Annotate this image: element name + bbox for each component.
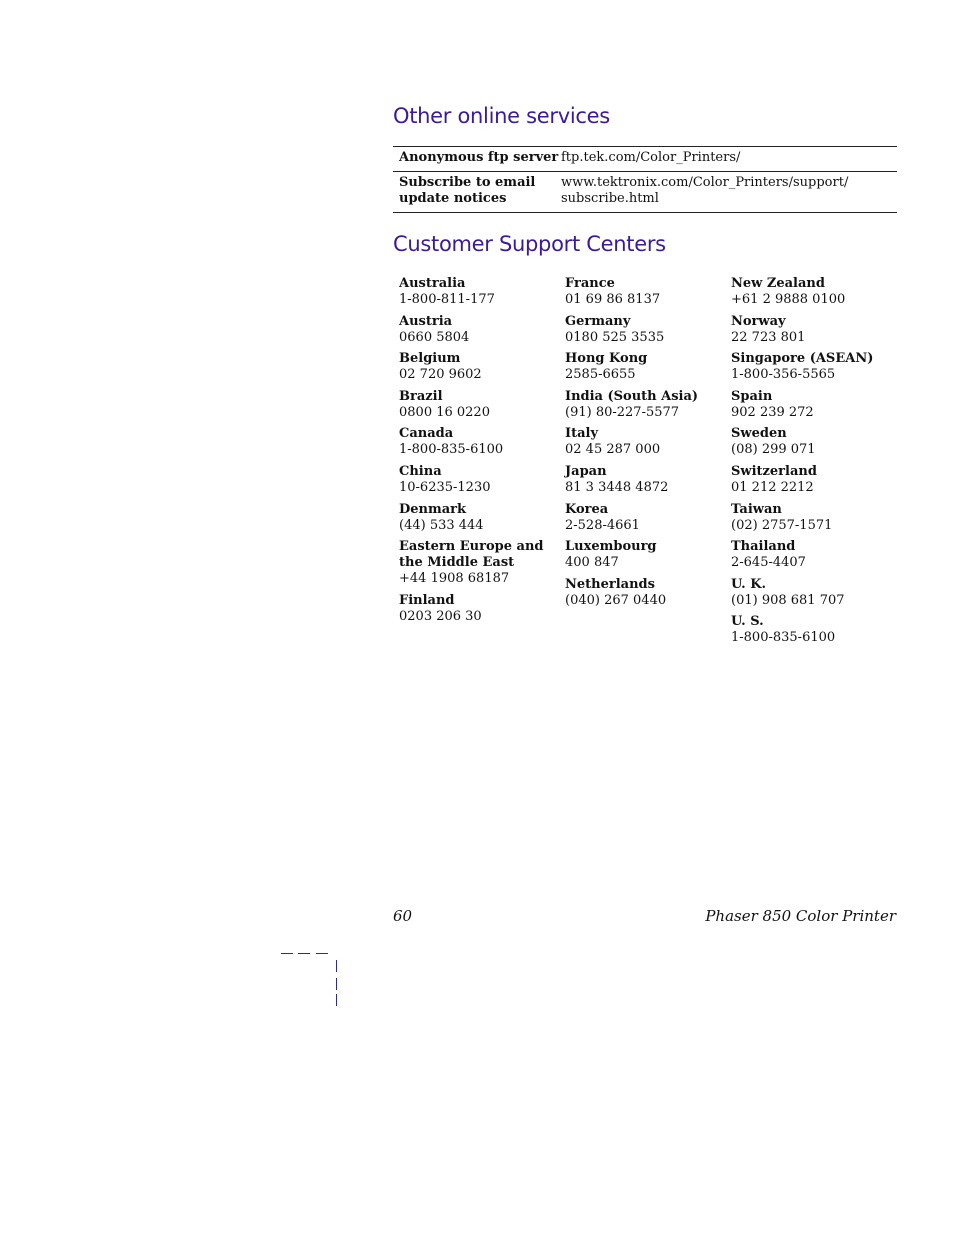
table-row — [393, 171, 897, 212]
country-name: Singapore (ASEAN) — [731, 351, 874, 367]
list-item — [565, 502, 731, 534]
list-item — [565, 351, 731, 383]
crop-mark-vertical — [336, 994, 337, 1006]
country-name: U. S. — [731, 614, 764, 630]
table-row — [393, 147, 897, 171]
country-name: Italy — [565, 426, 599, 442]
crop-mark-horizontal — [316, 953, 328, 954]
phone-number: 2-528-4661 — [565, 517, 640, 533]
phone-number: (44) 533 444 — [399, 517, 484, 533]
phone-number: 1-800-835-6100 — [731, 630, 836, 646]
country-name: Sweden — [731, 426, 787, 442]
list-item — [399, 389, 565, 421]
list-item — [565, 539, 731, 571]
section-heading-online-services: Other online services — [393, 104, 610, 128]
phone-number: (01) 908 681 707 — [731, 592, 845, 608]
list-item — [565, 314, 731, 346]
list-item — [399, 276, 565, 308]
country-name: Australia — [399, 276, 466, 291]
list-item — [731, 539, 897, 571]
country-name: Thailand — [731, 539, 796, 555]
phone-number: (040) 267 0440 — [565, 592, 667, 608]
list-item — [731, 426, 897, 458]
phone-number: 0180 525 3535 — [565, 329, 665, 345]
phone-number: (08) 299 071 — [731, 442, 816, 458]
support-column — [399, 276, 565, 652]
online-services-table — [393, 146, 897, 213]
phone-number: (91) 80-227-5577 — [565, 404, 680, 420]
list-item — [399, 426, 565, 458]
list-item — [731, 502, 897, 534]
phone-number: 10-6235-1230 — [399, 479, 491, 495]
country-name: Austria — [399, 313, 453, 329]
phone-number: 81 3 3448 4872 — [565, 479, 669, 495]
phone-number: 2585-6655 — [565, 367, 636, 383]
country-name: New Zealand — [731, 276, 825, 291]
country-name: Germany — [565, 313, 631, 329]
phone-number: 01 212 2212 — [731, 479, 814, 495]
list-item — [731, 351, 897, 383]
phone-number: 0660 5804 — [399, 329, 470, 345]
phone-number: 2-645-4407 — [731, 555, 806, 571]
country-name: Canada — [399, 426, 454, 442]
country-name: Denmark — [399, 501, 467, 517]
phone-number: 0203 206 30 — [399, 608, 482, 624]
crop-mark-vertical — [336, 978, 337, 990]
crop-mark-horizontal — [298, 953, 310, 954]
list-item — [731, 464, 897, 496]
list-item — [399, 464, 565, 496]
phone-number: +44 1908 68187 — [399, 571, 510, 587]
phone-number: 02 720 9602 — [399, 367, 482, 383]
phone-number: +61 2 9888 0100 — [731, 292, 846, 307]
country-name: China — [399, 463, 442, 479]
country-name: Norway — [731, 313, 786, 329]
support-column — [565, 276, 731, 652]
country-name: Spain — [731, 388, 773, 404]
list-item — [565, 577, 731, 609]
list-item — [731, 314, 897, 346]
service-value: www.tektronix.com/Color_Printers/support/ subscribe.html — [561, 175, 849, 206]
list-item — [399, 502, 565, 534]
phone-number: 400 847 — [565, 555, 619, 571]
list-item — [399, 314, 565, 346]
phone-number: 02 45 287 000 — [565, 442, 661, 458]
country-name: U. K. — [731, 576, 767, 592]
phone-number: 1-800-811-177 — [399, 292, 495, 307]
support-centers-list — [399, 276, 897, 652]
country-name: Switzerland — [731, 463, 817, 479]
country-name: Finland — [399, 592, 455, 608]
phone-number: 1-800-356-5565 — [731, 367, 836, 383]
list-item — [731, 614, 897, 646]
phone-number: 01 69 86 8137 — [565, 292, 661, 307]
country-name: Belgium — [399, 351, 461, 367]
country-name: Taiwan — [731, 501, 782, 517]
country-name: India (South Asia) — [565, 388, 699, 404]
phone-number: 1-800-835-6100 — [399, 442, 504, 458]
country-name: Eastern Europe and the Middle East — [399, 539, 544, 571]
list-item — [399, 539, 565, 587]
country-name: Hong Kong — [565, 351, 648, 367]
country-name: Japan — [565, 463, 607, 479]
list-item — [399, 351, 565, 383]
list-item — [565, 389, 731, 421]
list-item — [731, 389, 897, 421]
phone-number: (02) 2757-1571 — [731, 517, 833, 533]
page-number: 60 — [393, 907, 413, 925]
crop-mark-vertical — [336, 960, 337, 972]
crop-mark-horizontal — [281, 953, 293, 954]
phone-number: 902 239 272 — [731, 404, 814, 420]
list-item — [731, 276, 897, 308]
country-name: Brazil — [399, 388, 443, 404]
list-item — [565, 464, 731, 496]
phone-number: 22 723 801 — [731, 329, 806, 345]
list-item — [731, 577, 897, 609]
list-item — [399, 593, 565, 625]
list-item — [565, 426, 731, 458]
service-label: Subscribe to email update notices — [399, 175, 536, 206]
list-item — [565, 276, 731, 308]
document-title: Phaser 850 Color Printer — [705, 907, 896, 925]
service-value: ftp.tek.com/Color_Printers/ — [561, 150, 741, 165]
support-column — [731, 276, 897, 652]
country-name: France — [565, 276, 615, 291]
service-label: Anonymous ftp server — [399, 150, 559, 165]
country-name: Korea — [565, 501, 609, 517]
section-heading-support-centers: Customer Support Centers — [393, 232, 666, 256]
country-name: Luxembourg — [565, 539, 657, 555]
country-name: Netherlands — [565, 576, 655, 592]
phone-number: 0800 16 0220 — [399, 404, 490, 420]
